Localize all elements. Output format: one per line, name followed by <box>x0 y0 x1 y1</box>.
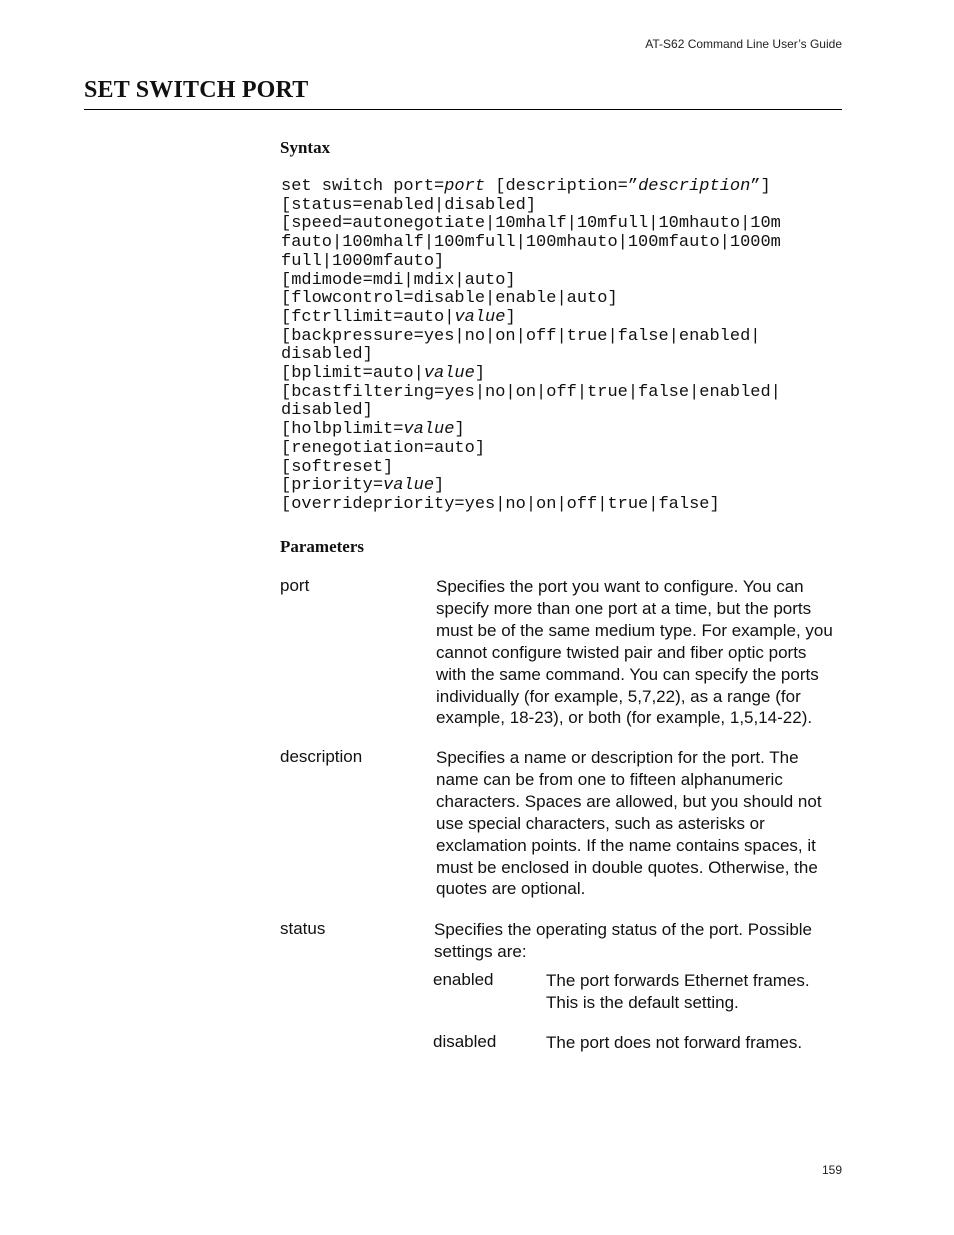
syntax-text: [overridepriority=yes|no|on|off|true|false] <box>281 494 720 514</box>
desc-line: example, 18-23), or both (for example, 1,5,14-22). <box>436 708 813 728</box>
syntax-line <box>281 272 841 291</box>
parameters-heading: Parameters <box>280 537 365 556</box>
syntax-line <box>281 496 841 515</box>
syntax-line <box>281 234 841 253</box>
syntax-line <box>281 384 841 403</box>
syntax-text: ] <box>434 476 445 496</box>
syntax-text: ”] <box>750 177 771 196</box>
syntax-text: ] <box>505 307 516 327</box>
syntax-line <box>281 215 841 234</box>
syntax-text: [priority= <box>281 476 384 496</box>
param-desc-port <box>436 576 846 729</box>
syntax-text: ] <box>474 364 486 384</box>
page-number: 159 <box>821 1163 842 1177</box>
syntax-text: [mdimode=mdi|mdix|auto] <box>281 270 516 290</box>
syntax-text: disabled] <box>281 401 373 421</box>
syntax-line <box>281 346 841 365</box>
option-name-enabled: enabled <box>433 970 494 989</box>
desc-line: settings are: <box>434 941 527 961</box>
desc-line: Specifies the port you want to configure. You can <box>436 577 804 596</box>
syntax-text: [flowcontrol=disable|enable|auto] <box>281 289 618 309</box>
syntax-line <box>281 290 841 309</box>
desc-line: with the same command. You can specify the ports <box>436 664 819 684</box>
syntax-placeholder: value <box>423 364 475 384</box>
syntax-placeholder: value <box>383 476 435 496</box>
syntax-line <box>281 253 841 272</box>
syntax-text: full|1000mfauto] <box>281 251 445 271</box>
option-desc-enabled <box>546 970 846 1014</box>
running-header: AT-S62 Command Line User’s Guide <box>645 37 842 51</box>
syntax-text: [backpressure=yes|no|on|off|true|false|enabled| <box>281 326 761 346</box>
syntax-code-block <box>281 178 841 515</box>
syntax-line <box>281 477 841 496</box>
desc-line: characters. Spaces are allowed, but you should not <box>436 791 822 811</box>
desc-line: use special characters, such as asterisks or <box>436 813 765 833</box>
syntax-line <box>281 440 841 459</box>
desc-line: Specifies the operating status of the port. Possible <box>434 920 813 939</box>
desc-line: Specifies a name or description for the port. The <box>436 748 799 767</box>
page-title: SET SWITCH PORT <box>84 77 309 103</box>
param-name-status: status <box>280 919 326 938</box>
param-name-description: description <box>280 747 363 766</box>
option-desc-disabled <box>546 1032 846 1054</box>
desc-line: The port forwards Ethernet frames. <box>546 971 810 990</box>
syntax-text: disabled] <box>281 345 373 365</box>
syntax-line <box>281 197 841 216</box>
syntax-text: [description=” <box>485 177 639 196</box>
syntax-line <box>281 328 841 347</box>
desc-line: quotes are optional. <box>436 879 586 899</box>
syntax-line <box>281 459 841 478</box>
syntax-placeholder: value <box>403 420 455 440</box>
syntax-line <box>281 365 841 384</box>
title-rule <box>84 109 842 110</box>
option-name-disabled: disabled <box>433 1032 497 1051</box>
syntax-line <box>281 402 841 421</box>
syntax-placeholder: port <box>444 177 486 196</box>
param-desc-status <box>434 919 844 963</box>
desc-line: must be of the same medium type. For example, you <box>436 620 833 640</box>
desc-line: name can be from one to fifteen alphanumeric <box>436 769 783 789</box>
syntax-text: [status=enabled|disabled] <box>281 195 537 215</box>
syntax-text: fauto|100mhalf|100mfull|100mhauto|100mfauto|1000m <box>281 233 781 253</box>
syntax-placeholder: value <box>454 307 506 327</box>
syntax-placeholder: description <box>638 177 751 196</box>
syntax-text: [bcastfiltering=yes|no|on|off|true|false|enabled| <box>281 382 781 402</box>
desc-line: individually (for example, 5,7,22), as a range (for <box>436 686 801 706</box>
syntax-text: [softreset] <box>281 457 394 477</box>
syntax-text: [speed=autonegotiate|10mhalf|10mfull|10mhauto|10m <box>281 214 781 234</box>
syntax-text: set switch port= <box>281 177 445 196</box>
syntax-line <box>281 178 841 197</box>
desc-line: exclamation points. If the name contains spaces, it <box>436 835 816 855</box>
syntax-text: [fctrllimit=auto| <box>281 307 455 327</box>
syntax-heading: Syntax <box>280 138 331 157</box>
syntax-text: [holbplimit= <box>281 420 404 440</box>
desc-line: This is the default setting. <box>546 992 739 1012</box>
desc-line: The port does not forward frames. <box>546 1033 803 1052</box>
desc-line: specify more than one port at a time, but the ports <box>436 598 812 618</box>
desc-line: must be enclosed in double quotes. Otherwise, the <box>436 857 818 877</box>
syntax-line <box>281 421 841 440</box>
param-desc-description <box>436 747 846 900</box>
syntax-text: [renegotiation=auto] <box>281 438 486 458</box>
syntax-text: [bplimit=auto| <box>281 364 424 384</box>
desc-line: cannot configure twisted pair and fiber optic ports <box>436 642 807 662</box>
syntax-text: ] <box>454 420 465 440</box>
syntax-line <box>281 309 841 328</box>
param-name-port: port <box>280 576 310 595</box>
